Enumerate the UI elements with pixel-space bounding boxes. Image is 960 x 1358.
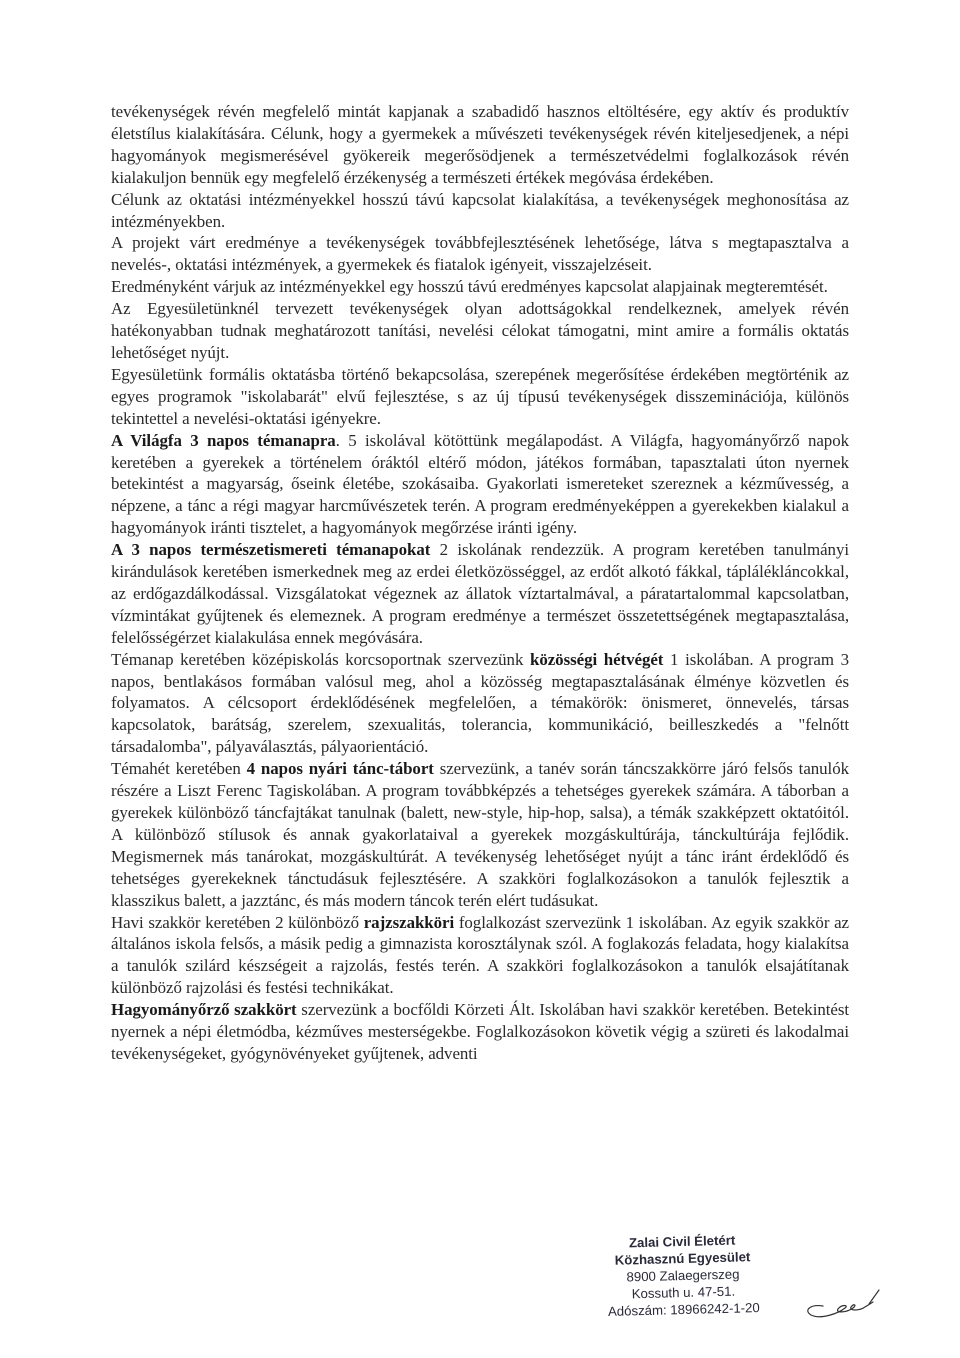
stamp-street: Kossuth u. 47-51. <box>631 1283 736 1302</box>
paragraph-text: Témanap keretében középiskolás korcsoportnak szervezünk <box>111 649 530 669</box>
paragraph-text: A projekt várt eredménye a tevékenységek továbbfejlesztésének lehetősége, látva s megtapasztalva a nevelés-, oktatási intézmények, a gyermekek és fiatalok igényeit, visszajelzéseit. <box>111 233 849 275</box>
paragraph-text: tevékenységek révén megfelelő mintát kapjanak a szabadidő hasznos eltöltésére, egy aktív és produktív életstílus kialakítására. Célunk, hogy a gyermekek a művészeti tevékenységek révén kiteljesedjenek, a népi hagyományok megismerésével gyökereik megerősödjenek a természetvédelmi foglalkozások révén kialakuljon bennük egy megfelelő érzékenység a természeti értékek megóvása érdekében. <box>111 102 849 187</box>
paragraph-text: szervezünk a bocfőldi Körzeti Ált. Iskolában havi szakkör keretében. Betekintést nyernek a népi életmódba, kézműves mesterségekbe. Foglalkozásokon követik végig a szüreti és lakodalmai tevékenységeket, gyógynövényeket gyűjtenek, adventi <box>111 1000 849 1063</box>
paragraph <box>111 232 849 276</box>
paragraph <box>111 189 849 233</box>
paragraph-text: szervezünk, a tanév során táncszakkörre járó felsős tanulók részére a Liszt Ferenc Tagiskolában. A program továbbképzés a tehetséges gyerekek számára. A táborban a gyerekek különböző táncfajtákat tanulnak (balett, new-style, hip-hop, salsa), a témák szakképzett oktatóitól. A különböző stílusok és annak gyakorlataival a gyerekek mozgáskultúrája, tánckultúrája fejlődik. Megismernek más tanárokat, mozgáskultúrát. A tevékenység lehetőséget nyújt a tánc iránt érdeklődő és tehetséges gyerekeknek tánctudásuk fejlesztésére. A szakköri foglalkozásokon a tanulók fejlesztik a klasszikus balett, a jazztánc, és más modern táncok terén elért tudásukat. <box>111 759 849 910</box>
bold-text: A Világfa 3 napos témanapra <box>111 430 336 450</box>
paragraph-text: Egyesületünk formális oktatásba történő bekapcsolása, szerepének megerősítése érdekében megtörténik az egyes programok "iskolabarát" elvű fejlesztése, s az új típusú tevékenységek disszeminációja, különös tekintettel a nevelési-oktatási igényekre. <box>111 364 849 428</box>
paragraph-text: foglalkozást szervezünk 1 iskolában. Az egyik szakkör az általános iskola felsős, a másik pedig a gimnazista korosztálynak szól. A foglakozás feladata, hogy kialakítsa a tanulók szilárd készségeit a rajzolás, festés terén. A szakköri foglalkozásokon a tanulók elsajátítanak különböző rajzolási és festési technikákat. <box>111 912 849 998</box>
paragraph-text: Havi szakkör keretében 2 különböző <box>111 912 364 932</box>
paragraph-text: Célunk az oktatási intézményekkel hosszú távú kapcsolat kialakítása, a tevékenységek meghonosítása az intézményekben. <box>111 189 849 231</box>
paragraph <box>111 539 849 649</box>
paragraph-text: 2 iskolának rendezzük. A program keretében tanulmányi kirándulások keretében ismerkednek meg az erdei életközösséggel, az erdőt alkotó fákkal, táplálékláncokkal, az erdőgazdálkodással. Vizsgálatokat végeznek az állatok víztartalmával, a páratartalommal kapcsolatban, vízmintákat gyűjtenek és elemeznek. A program eredménye a természet összetettségének megtapasztalása, felelősségérzet kialakulása ennek megóvására. <box>111 540 849 647</box>
organization-stamp <box>597 1231 769 1320</box>
paragraph <box>111 758 849 911</box>
bold-text: 4 napos nyári tánc-tábort <box>246 759 434 779</box>
paragraph <box>111 298 849 364</box>
paragraph <box>111 101 849 189</box>
paragraph <box>111 430 849 540</box>
paragraph <box>111 999 849 1065</box>
bold-text: Hagyományőrző szakkört <box>111 1000 297 1020</box>
stamp-tax-number: Adószám: 18966242-1-20 <box>607 1300 760 1319</box>
stamp-org-type: Közhasznú Egyesület <box>614 1249 751 1268</box>
paragraph <box>111 364 849 430</box>
handwritten-signature <box>793 1280 889 1320</box>
stamp-org-name: Zalai Civil Életért <box>628 1232 736 1251</box>
paragraph <box>111 276 849 298</box>
paragraph <box>111 649 849 759</box>
paragraph-text: Témahét keretében <box>111 759 247 779</box>
paragraph-text: 1 iskolában. A program 3 napos, bentlakásos formában valósul meg, ahol a közösség megtapasztalásának élménye közvetlen és folyamatos. A célcsoport érdeklődésének megfelelően, a témakörök: önismeret, önnevelés, társas kapcsolatok, barátság, szerelem, szexualitás, tolerancia, kommunikáció, beilleszkedés a "felnőtt társadalomba", pályaválasztás, pályaorientáció. <box>111 649 850 757</box>
paragraph-text: Az Egyesületünknél tervezett tevékenységek olyan adottságokkal rendelkeznek, amelyek révén hatékonyabban tudnak meghatározott tanítási, nevelési célokat támogatni, mint amire a formális oktatás lehetőséget nyújt. <box>111 299 849 362</box>
paragraph-text: . 5 iskolával kötöttünk megálapodást. A Világfa, hagyományőrző napok keretében a gyerekek a történelem óráktól eltérő módon, játékos formában, tapasztalati úton nyernek betekintést a magyarság, őseink életébe, szokásaiba. Gyakorlati ismereteket szereznek a kézművesség, a népzene, a tánc a régi magyar harcművészetek terén. A program eredményeképpen a gyerekekben kialakul a hagyományok iránti tisztelet, a hagyományok megőrzése iránti igény. <box>111 430 849 538</box>
bold-text: A 3 napos természetismereti témanapokat <box>111 540 431 560</box>
document-body <box>111 101 849 1065</box>
paragraph <box>111 912 849 1000</box>
bold-text: közösségi hétvégét <box>530 649 664 669</box>
bold-text: rajzszakköri <box>363 912 455 932</box>
stamp-city: 8900 Zalaegerszeg <box>626 1266 740 1285</box>
paragraph-text: Eredményként várjuk az intézményekkel egy hosszú távú eredményes kapcsolat alapjainak megteremtését. <box>111 277 828 297</box>
